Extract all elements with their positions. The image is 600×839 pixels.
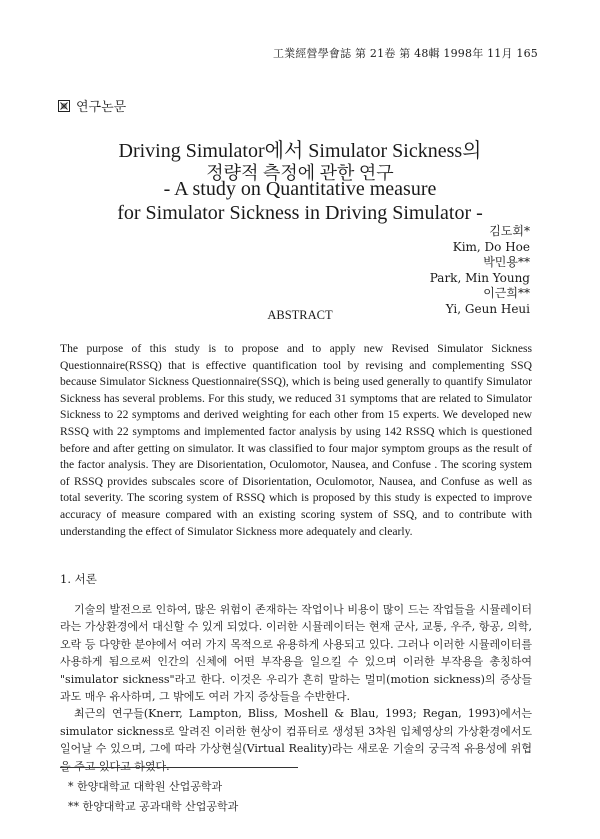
author-block [430, 224, 530, 317]
section-heading-introduction: 1. 서론 [60, 572, 97, 586]
footnote-1: * 한양대학교 대학원 산업공학과 [68, 780, 223, 793]
abstract-text: The purpose of this study is to propose and to apply new Revised Simulator Sickness Questionnaire(RSSQ) that is effective quantification tool by revising and complementing SSQ because Simulator Sickness Questionnaire(SSQ), which is being used generally to quantify Simulator Sickness has several problems. For this study, we reduced 31 symptoms that are related to Simulator Sickness to 22 symptoms and derived weighting for each other from 15 experts. We developed new RSSQ with 22 symptoms and implemented factor analysis by using 142 RSSQ which is questioned before and after getting on simulator. It was classified to four major symptom groups as the result of the factor analysis. They are Disorientation, Oculomotor, Nausea, and Confuse . The scoring system of RSSQ provides subscales score of Disorientation, Oculomotor, Nausea, and Confuse as well as total severity. The scoring system of RSSQ which is proposed by this study is expected to improve accuracy of measure compared with an existing scoring system of SSQ, and to contribute with understanding the effect of Simulator Sickness more adequately and clearly. [60, 342, 532, 538]
running-head: 工業經營學會誌 第 21卷 第 48輯 1998年 11月 165 [272, 47, 538, 60]
title-line-2: 정량적 측정에 관한 연구 [206, 163, 394, 183]
footnote-divider [60, 767, 298, 768]
footnote-2: ** 한양대학교 공과대학 산업공학과 [68, 800, 239, 813]
section-tag-label: 연구논문 [76, 100, 127, 115]
introduction-paragraph-2: 최근의 연구들(Knerr, Lampton, Bliss, Moshell & Blau, 1993; Regan, 1993)에서는 simulator sickness로 알려진 이러한 현상이 컴퓨터로 생성된 3차원 입체영상의 가상환경에서도 일어날 수 있으며, 그에 따라 가상현실(Virtual Reality)라는 새로운 기술의 궁극적 유용성에 위협을 주고 있다고 하였다. [60, 707, 532, 773]
introduction-paragraph-1: 기술의 발전으로 인하여, 많은 위험이 존재하는 작업이나 비용이 많이 드는 작업들을 시뮬레이터라는 가상환경에서 대신할 수 있게 되었다. 이러한 시뮬레이터는 현재 군사, 교통, 우주, 항공, 의학, 오락 등 다양한 분야에서 여러 가지 목적으로 유용하게 사용되고 있다. 그러나 이러한 시뮬레이터를 사용하게 됨으로써 인간의 신체에 어떤 부작용을 일으킬 수 있으며 이러한 부작용을 총칭하여 "simulator sickness"라고 한다. 이것은 우리가 흔히 말하는 멀미(motion sickness)의 증상들과도 매우 유사하며, 그 밖에도 여러 가지 증상들을 수반한다. [60, 603, 532, 704]
title-line-1: Driving Simulator에서 Simulator Sickness의 [118, 140, 482, 162]
author-2-korean: 박민용** [483, 255, 530, 269]
introduction-body [60, 601, 532, 775]
section-tag [58, 96, 126, 115]
author-3-korean: 이근희** [483, 286, 530, 300]
abstract-heading: ABSTRACT [267, 308, 333, 322]
title-line-4: for Simulator Sickness in Driving Simulator - [117, 202, 483, 224]
boxed-x-icon [58, 100, 70, 112]
author-3-english: Yi, Geun Heui [445, 301, 530, 316]
author-1-korean: 김도회* [489, 224, 530, 238]
footnotes [68, 777, 238, 817]
title-line-3: - A study on Quantitative measure [163, 178, 437, 200]
author-2-english: Park, Min Young [429, 270, 530, 285]
author-1-english: Kim, Do Hoe [452, 239, 530, 254]
